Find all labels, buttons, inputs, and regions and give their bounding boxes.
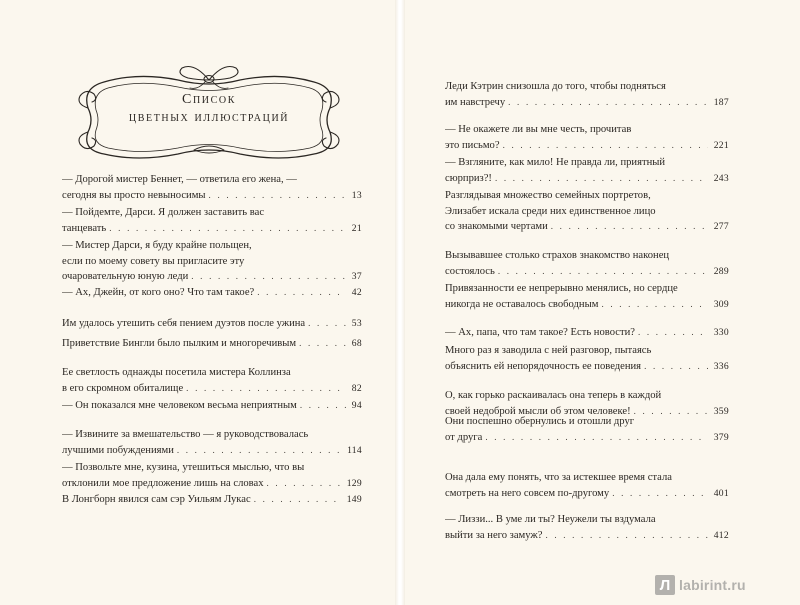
illustration-entry	[445, 325, 729, 341]
page-number: 37	[351, 271, 362, 283]
illustration-entry	[445, 512, 729, 543]
watermark	[655, 572, 795, 598]
entry-caption-line: Разглядывая множество семейных портретов,	[445, 190, 651, 201]
entry-caption-line: если по моему совету вы пригласите эту	[62, 255, 245, 267]
entry-caption-line: Ее светлость однажды посетила мистера Коллинза	[62, 367, 291, 378]
dot-leader	[644, 359, 708, 375]
entry-caption-line: Вызывавшее столько страхов знакомство наконец	[445, 250, 670, 261]
dot-leader	[209, 188, 346, 204]
dot-leader	[257, 285, 346, 301]
entry-caption-line: Им удалось утешить себя пением дуэтов после ужина	[62, 318, 306, 329]
page-number: 42	[351, 287, 362, 298]
page-number: 82	[351, 382, 362, 394]
page-number: 359	[713, 405, 729, 417]
dot-leader	[177, 443, 341, 459]
illustration-entry	[445, 155, 729, 186]
page-number: 13	[351, 189, 362, 201]
page-number: 129	[346, 477, 362, 489]
illustration-entry	[445, 122, 729, 153]
page-number: 53	[351, 318, 362, 329]
entry-caption-line: Они поспешно обернулись и отошли друг	[445, 416, 635, 427]
dot-leader	[191, 269, 346, 285]
illustration-entry	[445, 414, 729, 445]
page-number: 277	[713, 221, 729, 233]
entry-caption-line: объяснить ей непорядочность ее поведения	[445, 360, 642, 372]
entry-caption-line: отклонили мое предложение лишь на словах	[62, 477, 264, 489]
illustration-entry	[62, 492, 362, 508]
page-number: 221	[713, 139, 729, 151]
dot-leader	[186, 381, 346, 397]
heading-line-2: цветных иллюстраций	[128, 110, 290, 125]
page-number: 336	[713, 360, 729, 372]
illustration-entry	[62, 316, 362, 332]
illustration-entry	[62, 205, 362, 236]
entry-caption-line: — Дорогой мистер Беннет, — ответила его жена, —	[62, 174, 297, 185]
entry-caption-line: — Не окажете ли вы мне честь, прочитав	[445, 124, 632, 135]
illustration-entry	[62, 398, 362, 414]
page-number: 330	[713, 327, 729, 338]
dot-leader	[267, 476, 341, 492]
entry-caption-line: Элизабет искала среди них единственное лицо	[445, 205, 656, 217]
dot-leader	[498, 264, 708, 280]
illustration-entry	[62, 238, 362, 285]
page-number: 149	[346, 494, 362, 505]
entry-caption-line: танцевать	[62, 222, 107, 234]
entry-caption-line: — Ах, Джейн, от кого оно? Что там такое?	[62, 287, 255, 298]
entry-caption-line: со знакомыми чертами	[445, 221, 548, 233]
page-number: 309	[713, 298, 729, 310]
entry-caption-line: Много раз я заводила с ней разговор, пытаясь	[445, 345, 652, 356]
dot-leader	[612, 486, 708, 502]
entry-caption-line: состоялось	[445, 265, 495, 277]
watermark-text: labirint.ru	[679, 577, 746, 593]
page-number: 114	[347, 444, 362, 456]
illustration-entry	[62, 460, 362, 491]
dot-leader	[601, 297, 707, 313]
dot-leader	[638, 325, 708, 341]
entry-caption-line: выйти за него замуж?	[445, 529, 543, 541]
entry-caption-line: от друга	[445, 431, 483, 443]
entry-caption-line: — Мистер Дарси, я буду крайне польщен,	[62, 240, 252, 251]
entry-caption-line: — Взгляните, как мило! Не правда ли, приятный	[445, 157, 666, 168]
entry-caption-line: своей недоброй мысли об этом человеке!	[445, 405, 631, 417]
entry-caption-line: Привязанности ее непрерывно менялись, но сердце	[445, 283, 678, 294]
entry-caption-line: сегодня вы просто невыносимы	[62, 189, 206, 201]
entry-caption-line: О, как горько раскаивалась она теперь в каждой	[445, 390, 662, 401]
entry-caption-line: в его скромном обиталище	[62, 382, 184, 394]
entry-caption-line: В Лонгборн явился сам сэр Уильям Лукас	[62, 494, 251, 505]
illustration-entry	[445, 188, 729, 235]
watermark-logo-icon: Л	[655, 575, 675, 595]
title-cartouche	[78, 58, 340, 166]
entry-caption-line: Леди Кэтрин снизошла до того, чтобы подняться	[445, 81, 666, 92]
page-number: 187	[713, 96, 729, 108]
entry-caption-line: — Лиззи... В уме ли ты? Неужели ты вздумала	[445, 514, 656, 525]
entry-caption-line: очаровательную юную леди	[62, 271, 189, 283]
entry-caption-line: — Позвольте мне, кузина, утешиться мыслью, что вы	[62, 462, 305, 473]
entry-caption-line: — Извините за вмешательство — я руководствовалась	[62, 429, 309, 440]
dot-leader	[254, 492, 341, 508]
page-number: 21	[351, 222, 362, 234]
dot-leader	[495, 171, 708, 187]
dot-leader	[545, 528, 707, 544]
illustration-entry	[445, 281, 729, 312]
dot-leader	[109, 221, 346, 237]
dot-leader	[300, 398, 346, 414]
entry-caption-line: смотреть на него совсем по-другому	[445, 487, 610, 499]
dot-leader	[308, 316, 346, 332]
illustration-entry	[62, 336, 362, 352]
illustration-entry	[62, 285, 362, 301]
book-gutter	[395, 0, 405, 605]
illustration-entry	[445, 248, 729, 279]
dot-leader	[485, 430, 707, 446]
illustration-entry	[62, 172, 362, 203]
dot-leader	[299, 336, 346, 352]
illustration-entry	[445, 343, 729, 374]
page-number: 289	[713, 265, 729, 277]
left-page	[0, 0, 395, 605]
entry-caption-line: — Ах, папа, что там такое? Есть новости?	[445, 327, 635, 338]
page-number: 379	[713, 431, 729, 443]
illustration-entry	[445, 79, 729, 110]
heading-line-1: Список	[182, 92, 236, 107]
entry-caption-line: сюрприз?!	[445, 172, 492, 184]
dot-leader	[503, 138, 708, 154]
entry-caption-line: это письмо?	[445, 139, 500, 151]
illustration-entry	[62, 427, 362, 458]
page-number: 401	[713, 487, 729, 499]
entry-caption-line: — Он показался мне человеком весьма неприятным	[62, 400, 297, 411]
page-number: 94	[351, 400, 362, 411]
entry-caption-line: лучшими побуждениями	[62, 444, 174, 456]
entry-caption-line: им навстречу	[445, 96, 506, 108]
page-number: 68	[351, 338, 362, 349]
page-number: 412	[713, 529, 729, 541]
illustration-entry	[62, 365, 362, 396]
entry-caption-line: Она дала ему понять, что за истекшее время стала	[445, 472, 672, 483]
entry-caption-line: Приветствие Бингли было пылким и многоречивым	[62, 338, 297, 349]
page-number: 243	[713, 172, 729, 184]
dot-leader	[551, 219, 708, 235]
entry-caption-line: никогда не оставалось свободным	[445, 298, 599, 310]
illustration-entry	[445, 470, 729, 501]
dot-leader	[508, 95, 708, 111]
entry-caption-line: — Пойдемте, Дарси. Я должен заставить вас	[62, 207, 265, 218]
